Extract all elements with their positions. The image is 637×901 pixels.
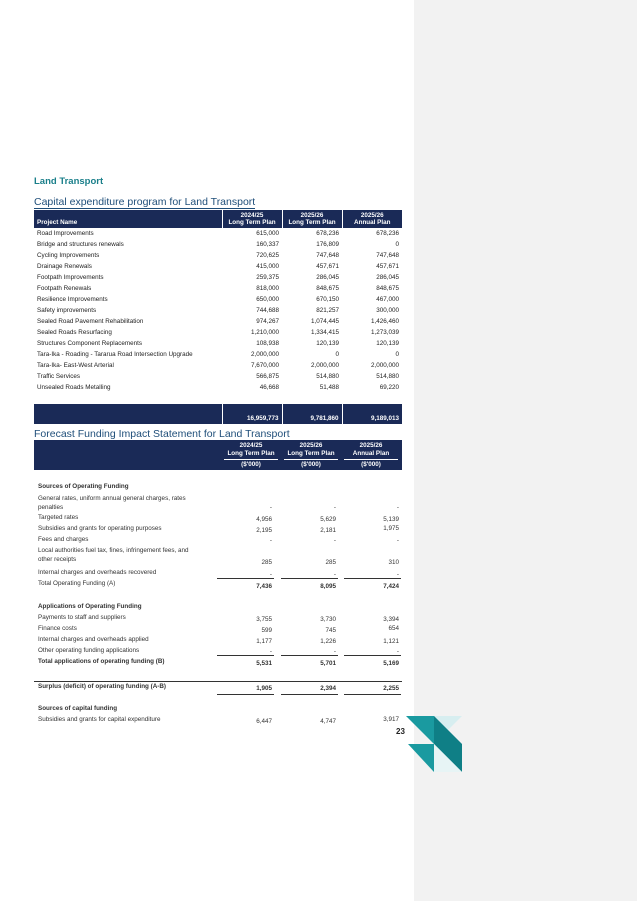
payments-value: 3,755 [256, 616, 272, 623]
subsidies-cap-label: Subsidies and grants for capital expenditure [38, 716, 161, 723]
capex-row [34, 294, 402, 305]
total-op-label: Total Operating Funding (A) [38, 580, 116, 587]
sources-capital-heading: Sources of capital funding [38, 705, 118, 712]
capex-col-project: Project Name [34, 219, 222, 228]
capex-row [34, 272, 402, 283]
funding-header [34, 440, 402, 470]
payments-value: 3,730 [320, 616, 336, 623]
page-number: 23 [396, 727, 405, 736]
project-value: 821,257 [316, 307, 339, 314]
project-value: 678,236 [376, 230, 399, 237]
project-value: 415,000 [256, 263, 279, 270]
capex-row [34, 228, 402, 239]
capex-row [34, 261, 402, 272]
project-value: 120,139 [316, 340, 339, 347]
project-name: Sealed Roads Resurfacing [37, 329, 112, 336]
project-name: Road Improvements [37, 230, 94, 237]
local-label-2: other receipts [38, 556, 77, 563]
project-value: 176,809 [316, 241, 339, 248]
capex-col-year: 2025/26 [342, 210, 402, 219]
project-value: 2,000,000 [370, 362, 399, 369]
project-value: 650,000 [256, 296, 279, 303]
local-value: 285 [261, 559, 272, 566]
subsidies-op-value: 1,975 [383, 525, 399, 532]
internal-app-label: Internal charges and overheads applied [38, 636, 149, 643]
project-value: 2,000,000 [310, 362, 339, 369]
capex-col-plan: Long Term Plan [282, 219, 342, 228]
project-value: 286,045 [376, 274, 399, 281]
funding-col: 2025/26 Annual Plan ($'000) [341, 440, 401, 470]
capex-row [34, 360, 402, 371]
project-name: Unsealed Roads Metalling [37, 384, 111, 391]
project-value: 848,675 [316, 285, 339, 292]
capex-row [34, 283, 402, 294]
other-app-value: - [396, 648, 399, 655]
project-value: 0 [395, 351, 399, 358]
internal-app-value: 1,121 [383, 638, 399, 645]
project-value: 0 [335, 351, 339, 358]
capex-row [34, 239, 402, 250]
project-value: 160,337 [256, 241, 279, 248]
subsidies-cap-value: 3,917 [383, 716, 399, 723]
fees-value: - [396, 537, 399, 544]
payments-label: Payments to staff and suppliers [38, 614, 126, 621]
total-op-value: 7,436 [256, 583, 272, 590]
capex-col-plan: Long Term Plan [222, 219, 282, 228]
capex-row [34, 382, 402, 393]
capex-total: 9,781,860 [282, 404, 342, 424]
rates-value: - [333, 504, 336, 511]
total-op-value: 7,424 [383, 583, 399, 590]
project-value: 566,875 [256, 373, 279, 380]
finance-value: 745 [325, 627, 336, 634]
internal-rec-value: - [396, 571, 399, 578]
section-title: Land Transport [34, 176, 104, 187]
total-app-label: Total applications of operating funding (B) [38, 658, 165, 665]
internal-rec-value: - [333, 571, 336, 578]
rates-value: - [396, 504, 399, 511]
project-value: 744,688 [256, 307, 279, 314]
internal-app-value: 1,177 [256, 638, 272, 645]
surplus-label: Surplus (deficit) of operating funding (A-B) [38, 683, 167, 690]
project-value: 46,668 [259, 384, 279, 391]
project-value: 467,000 [376, 296, 399, 303]
capex-total: 9,189,013 [342, 404, 402, 424]
applications-heading: Applications of Operating Funding [38, 603, 142, 610]
project-name: Footpath Renewals [37, 285, 92, 292]
project-value: 51,488 [319, 384, 339, 391]
project-name: Safety improvements [37, 307, 97, 314]
project-value: 1,273,039 [370, 329, 399, 336]
project-value: 747,648 [316, 252, 339, 259]
project-value: 286,045 [316, 274, 339, 281]
capex-total: 16,959,773 [222, 404, 282, 424]
project-value: 1,426,460 [370, 318, 399, 325]
internal-rec-value: - [269, 571, 272, 578]
project-value: 670,150 [316, 296, 339, 303]
surplus-value: 1,905 [256, 685, 272, 692]
triangle-shape [408, 744, 434, 772]
targeted-label: Targeted rates [38, 514, 79, 521]
total-app-value: 5,701 [320, 660, 336, 667]
capex-col-year: 2024/25 [222, 210, 282, 219]
triangle-shape [406, 716, 434, 744]
capex-row [34, 349, 402, 360]
project-value: 69,220 [379, 384, 399, 391]
project-value: 2,000,000 [250, 351, 279, 358]
local-label-1: Local authorities fuel tax, fines, infringement fees, and [38, 547, 189, 554]
project-value: 457,671 [316, 263, 339, 270]
targeted-value: 5,139 [383, 516, 399, 523]
rates-label-1: General rates, uniform annual general charges, rates [38, 495, 186, 502]
project-value: 974,267 [256, 318, 279, 325]
project-value: 1,074,445 [310, 318, 339, 325]
project-value: 259,375 [256, 274, 279, 281]
project-value: 615,000 [256, 230, 279, 237]
fees-value: - [269, 537, 272, 544]
project-name: Tara-Ika- East-West Arterial [37, 362, 114, 369]
subsidies-cap-value: 6,447 [256, 718, 272, 725]
subsidies-op-value: 2,181 [320, 527, 336, 534]
project-name: Resilience Improvements [37, 296, 108, 303]
project-value: 818,000 [256, 285, 279, 292]
finance-value: 654 [388, 625, 399, 632]
project-value: 457,671 [376, 263, 399, 270]
fees-label: Fees and charges [38, 536, 89, 543]
targeted-value: 5,629 [320, 516, 336, 523]
project-value: 120,139 [376, 340, 399, 347]
project-value: 514,880 [316, 373, 339, 380]
internal-rec-label: Internal charges and overheads recovered [38, 569, 157, 576]
local-value: 285 [325, 559, 336, 566]
project-name: Bridge and structures renewals [37, 241, 124, 248]
project-value: 720,625 [256, 252, 279, 259]
decorative-triangles [400, 714, 464, 776]
project-name: Cycling Improvements [37, 252, 100, 259]
capex-heading: Capital expenditure program for Land Transport [34, 196, 256, 208]
capex-table [34, 210, 402, 424]
capex-col-plan: Annual Plan [342, 219, 402, 228]
project-name: Tara-Ika - Roading - Tararua Road Intersection Upgrade [37, 351, 193, 358]
project-value: 1,210,000 [250, 329, 279, 336]
capex-total-row [34, 404, 402, 424]
project-value: 747,648 [376, 252, 399, 259]
local-value: 310 [388, 559, 399, 566]
project-name: Traffic Services [37, 373, 81, 380]
funding-heading: Forecast Funding Impact Statement for Land Transport [34, 428, 290, 440]
capex-col-year: 2025/26 [282, 210, 342, 219]
subsidies-op-label: Subsidies and grants for operating purposes [38, 525, 162, 532]
sources-operating-heading: Sources of Operating Funding [38, 483, 129, 490]
project-value: 848,675 [376, 285, 399, 292]
capex-row [34, 316, 402, 327]
surplus-value: 2,255 [383, 685, 399, 692]
subsidies-cap-value: 4,747 [320, 718, 336, 725]
subsidies-op-value: 2,195 [256, 527, 272, 534]
project-value: 108,938 [256, 340, 279, 347]
project-value: 7,670,000 [250, 362, 279, 369]
finance-value: 599 [261, 627, 272, 634]
project-name: Structures Component Replacements [37, 340, 142, 347]
capex-row [34, 250, 402, 261]
internal-app-value: 1,226 [320, 638, 336, 645]
capex-row [34, 338, 402, 349]
project-value: 1,334,415 [310, 329, 339, 336]
capex-row [34, 371, 402, 382]
rates-value: - [269, 504, 272, 511]
project-name: Footpath Improvements [37, 274, 104, 281]
project-value: 300,000 [376, 307, 399, 314]
total-op-value: 8,095 [320, 583, 336, 590]
surplus-value: 2,394 [320, 685, 336, 692]
fees-value: - [333, 537, 336, 544]
other-app-label: Other operating funding applications [38, 647, 140, 654]
capex-row [34, 305, 402, 316]
project-value: 514,880 [376, 373, 399, 380]
finance-label: Finance costs [38, 625, 77, 632]
total-app-value: 5,531 [256, 660, 272, 667]
project-name: Drainage Renewals [37, 263, 92, 270]
other-app-value: - [269, 648, 272, 655]
project-value: 0 [395, 241, 399, 248]
other-app-value: - [333, 648, 336, 655]
total-app-value: 5,169 [383, 660, 399, 667]
funding-col: 2024/25 Long Term Plan ($'000) [221, 440, 281, 470]
targeted-value: 4,956 [256, 516, 272, 523]
rates-label-2: penalties [38, 504, 64, 511]
funding-col: 2025/26 Long Term Plan ($'000) [281, 440, 341, 470]
capex-row [34, 327, 402, 338]
project-value: 678,236 [316, 230, 339, 237]
project-name: Sealed Road Pavement Rehabilitation [37, 318, 144, 325]
payments-value: 3,394 [383, 616, 399, 623]
